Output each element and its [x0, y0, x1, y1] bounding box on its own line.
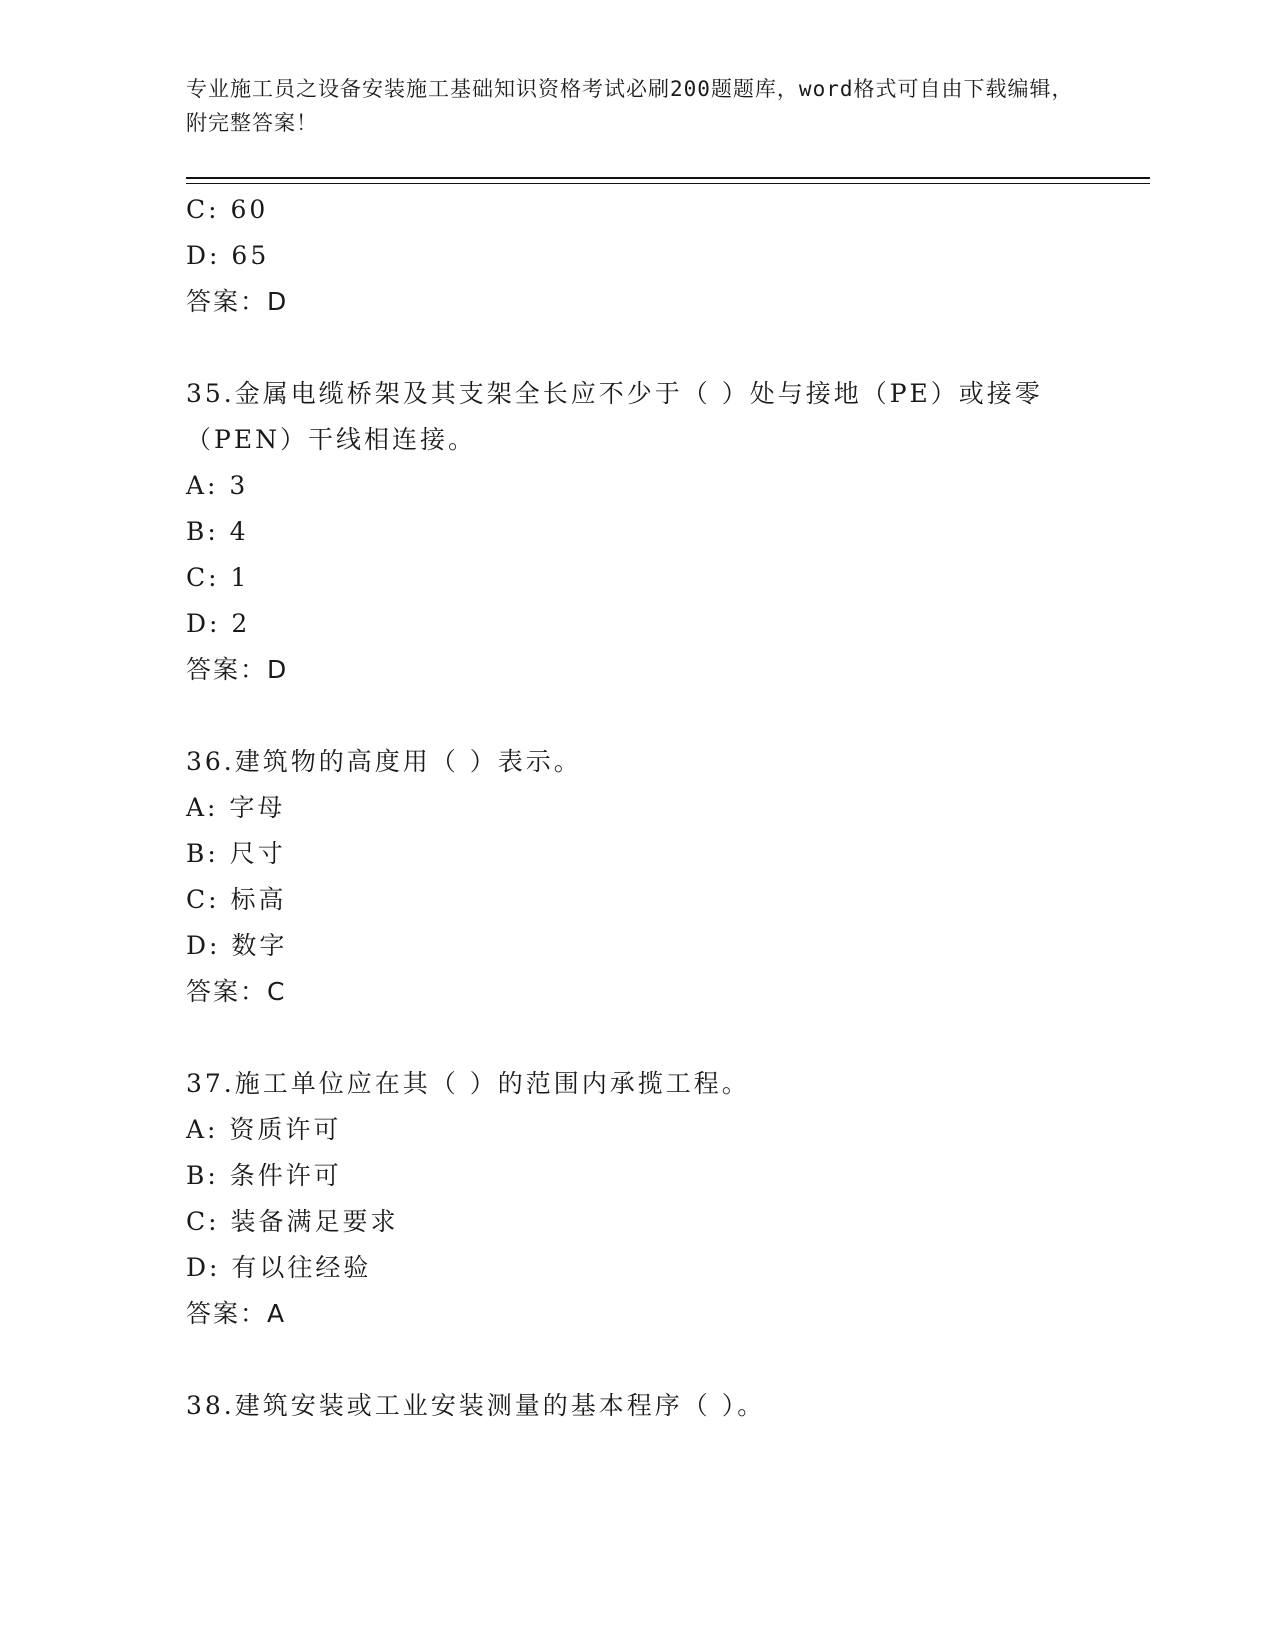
question-block-38	[186, 1383, 1116, 1429]
option-b: B: 条件许可	[186, 1161, 342, 1190]
page-header-title: 专业施工员之设备安装施工基础知识资格考试必刷200题题库，word格式可自由下载编辑，附完整答案！	[186, 77, 1074, 135]
header-divider-thick	[186, 177, 1150, 179]
answer-line: 答案：C	[186, 977, 287, 1006]
option-b: B: 4	[186, 517, 249, 546]
option-d: D: 有以往经验	[186, 1253, 372, 1282]
question-text: 36.建筑物的高度用（ ）表示。	[186, 747, 582, 776]
question-block-36	[186, 739, 1116, 1015]
question-block-34	[186, 187, 1116, 325]
answer-line: 答案：D	[186, 287, 289, 316]
answer-line: 答案：A	[186, 1299, 287, 1328]
question-list	[186, 187, 1116, 1429]
option-c: C: 装备满足要求	[186, 1207, 399, 1236]
answer-line: 答案：D	[186, 655, 289, 684]
option-d: D: 2	[186, 609, 251, 638]
option-c: C: 1	[186, 563, 250, 592]
option-b: B: 尺寸	[186, 839, 286, 868]
question-block-35	[186, 371, 1116, 693]
question-text: 38.建筑安装或工业安装测量的基本程序（ ）。	[186, 1391, 766, 1420]
question-text: 37.施工单位应在其（ ）的范围内承揽工程。	[186, 1069, 750, 1098]
spacer	[186, 325, 1116, 371]
spacer	[186, 1015, 1116, 1061]
question-text: 35.金属电缆桥架及其支架全长应不少于（ ）处与接地（PE）或接零（PEN）干线相连接。	[186, 379, 1043, 454]
option-d: D: 数字	[186, 931, 288, 960]
option-d: D: 65	[186, 241, 270, 270]
option-a: A: 字母	[186, 793, 286, 822]
option-c: C: 60	[186, 195, 269, 224]
spacer	[186, 693, 1116, 739]
option-a: A: 资质许可	[186, 1115, 342, 1144]
question-block-37	[186, 1061, 1116, 1337]
header-divider-thin	[186, 183, 1150, 184]
spacer	[186, 1337, 1116, 1383]
option-a: A: 3	[186, 471, 249, 500]
option-c: C: 标高	[186, 885, 287, 914]
